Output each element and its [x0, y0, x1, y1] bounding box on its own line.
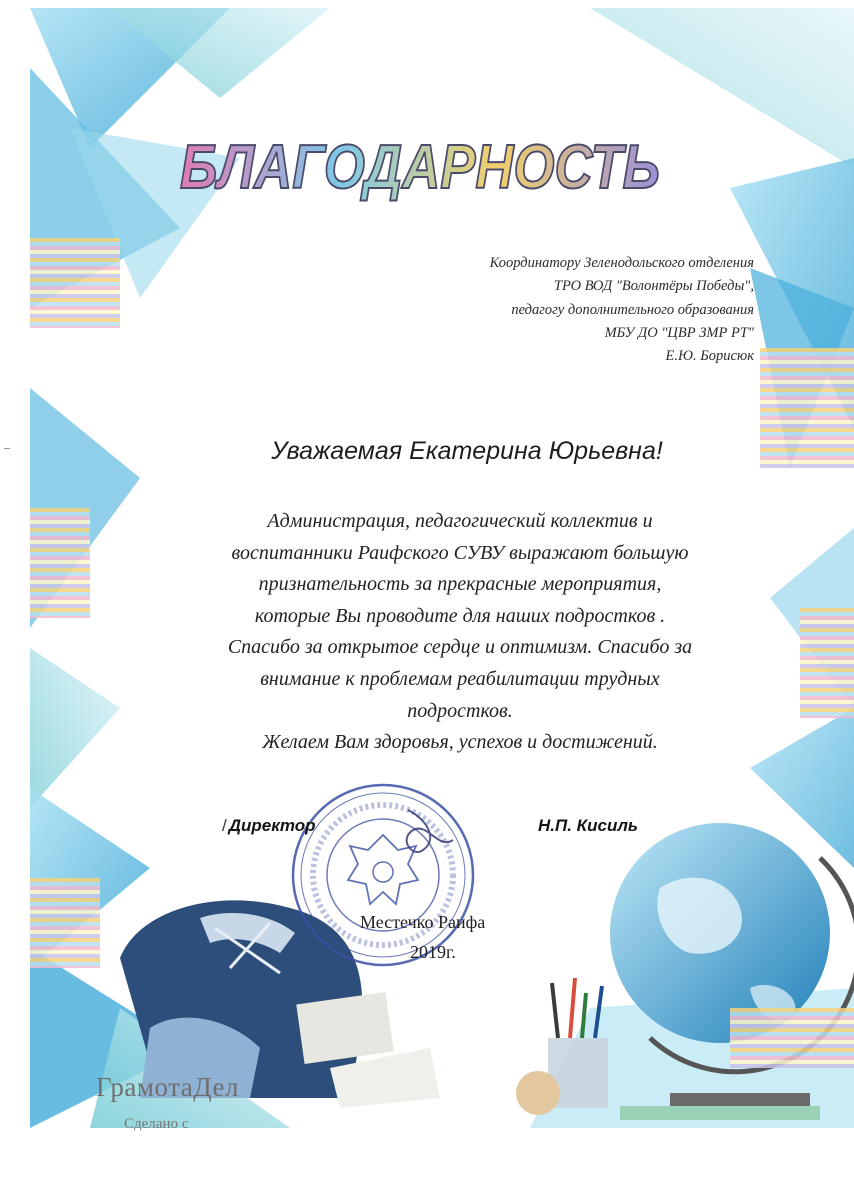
- body-line: которые Вы проводите для наших подростков .: [254, 604, 666, 627]
- body-line: признательность за прекрасные мероприятия,: [258, 573, 662, 596]
- document-title: [170, 108, 670, 208]
- body-line: подростков.: [407, 699, 513, 722]
- place: Местечко Раифа: [360, 912, 486, 932]
- brand-tagline: Сделано с: [124, 1116, 189, 1132]
- recipient-line: Е.Ю. Борисюк: [665, 348, 754, 365]
- stripe-band: [730, 1008, 854, 1068]
- recipient-line: педагогу дополнительного образования: [511, 301, 754, 318]
- body-line: Желаем Вам здоровья, успехов и достижений.: [262, 731, 658, 754]
- body-line: Спасибо за открытое сердце и оптимизм. Спасибо за: [227, 636, 693, 659]
- title-text: БЛАГОДАРНОСТЬ: [180, 133, 660, 202]
- recipient-block: [490, 252, 754, 368]
- stripe-band: [30, 508, 90, 618]
- body-text: [120, 506, 800, 759]
- stripe-band: [30, 878, 100, 968]
- stripe-band: [30, 238, 120, 328]
- brand-logo: ГрамотаДел: [96, 1072, 239, 1102]
- signature-slash: /: [222, 816, 227, 835]
- pencil-cup-icon: [516, 978, 608, 1115]
- greeting: Уважаемая Екатерина Юрьевна!: [271, 437, 663, 465]
- signatory-title-text: Директор: [228, 816, 316, 835]
- recipient-line: МБУ ДО "ЦВР ЗМР РТ": [604, 324, 754, 341]
- signatory-name: Н.П. Кисиль: [538, 816, 639, 835]
- year: 2019г.: [410, 942, 456, 962]
- recipient-line: ТРО ВОД "Волонтёры Победы",: [553, 278, 754, 295]
- stripe-band: [800, 608, 854, 718]
- signatory-title: [222, 816, 316, 836]
- body-line: воспитанники Раифского СУВУ выражают большую: [231, 541, 689, 564]
- recipient-line: Координатору Зеленодольского отделения: [489, 255, 754, 271]
- body-line: внимание к проблемам реабилитации трудных: [260, 667, 660, 690]
- body-line: Администрация, педагогический коллектив и: [267, 510, 653, 532]
